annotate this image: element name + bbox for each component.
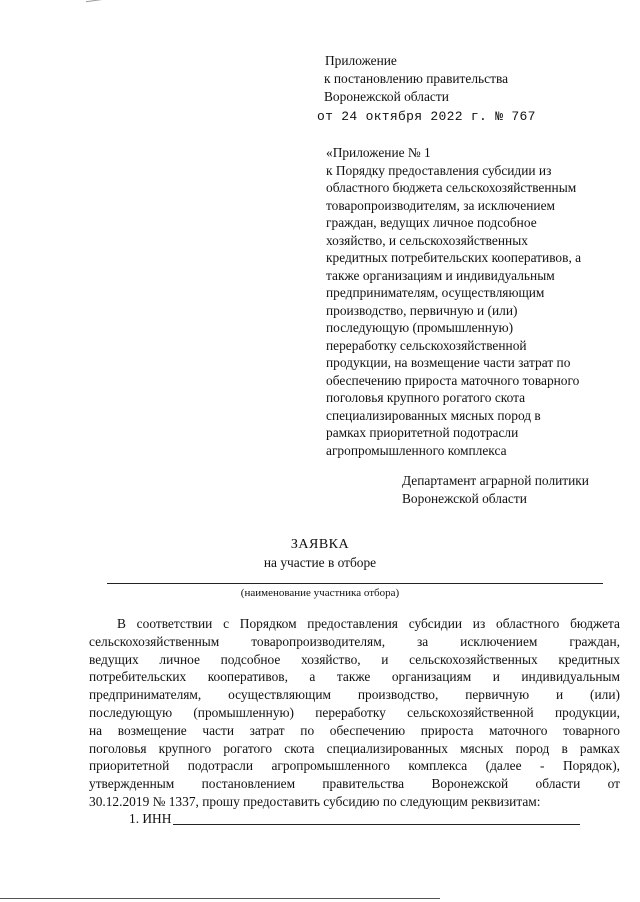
body-line: на возмещение части затрат по обеспечению прироста маточного товарного xyxy=(89,722,620,738)
order-appendix-line: к Порядку предоставления субсидии из xyxy=(326,162,552,178)
order-appendix-line: производство, первичную и (или) xyxy=(326,302,518,318)
order-appendix-line: также организациям и индивидуальным xyxy=(326,267,555,283)
appendix-resolution-line: к постановлению правительства xyxy=(324,71,509,86)
order-appendix-line: рамках приоритетной подотрасли xyxy=(326,425,519,440)
order-appendix-line: переработку сельскохозяйственной xyxy=(326,337,527,353)
application-title: ЗАЯВКА xyxy=(290,537,350,552)
order-appendix-line: «Приложение № 1 xyxy=(326,145,431,160)
order-appendix-line: продукции, на возмещение части затрат по xyxy=(326,355,571,370)
body-line: предпринимателям, осуществляющим производство, первичную и (или) xyxy=(89,687,620,703)
order-appendix-line: хозяйство, и сельскохозяйственных xyxy=(326,232,528,248)
order-appendix-line: граждан, ведущих личное подсобное xyxy=(326,215,537,230)
body-line: сельскохозяйственным товаропроизводителям, за исключением граждан, xyxy=(89,633,620,649)
scan-artifact-mark xyxy=(86,0,104,4)
order-appendix-line: предпринимателям, осуществляющим xyxy=(326,285,545,300)
body-line: В соответствии с Порядком предоставления субсидии из областного бюджета xyxy=(117,616,620,631)
application-subtitle: на участие в отборе xyxy=(263,555,377,570)
body-line: поголовья крупного рогатого скота специализированных мясных пород в рамках xyxy=(89,740,620,756)
order-appendix-line: поголовья крупного рогатого скота xyxy=(326,390,526,405)
body-line: 30.12.2019 № 1337, прошу предоставить субсидию по следующим реквизитам: xyxy=(89,794,541,809)
order-appendix-line: агропромышленного комплекса xyxy=(326,442,507,458)
order-appendix-line: областного бюджета сельскохозяйственным xyxy=(326,180,577,195)
order-appendix-line: последующую (промышленную) xyxy=(326,320,514,335)
order-appendix-line: товаропроизводителям, за исключением xyxy=(326,197,555,213)
order-appendix-line: кредитных потребительских кооперативов, а xyxy=(326,250,582,265)
body-line: ведущих личное подсобное хозяйство, и сельскохозяйственных кредитных xyxy=(89,651,620,667)
body-line: приоритетной подотрасли агропромышленного комплекса (далее - Порядок), xyxy=(89,758,620,774)
appendix-title: Приложение xyxy=(325,53,397,68)
footer-divider xyxy=(0,898,440,899)
inn-label: 1. ИНН xyxy=(129,811,172,826)
order-appendix-line: специализированных мясных пород в xyxy=(326,407,541,423)
order-appendix-line: обеспечению прироста маточного товарного xyxy=(326,372,580,388)
inn-input-line[interactable] xyxy=(173,824,580,825)
participant-name-caption: (наименование участника отбора) xyxy=(240,587,400,599)
body-line: последующую (промышленную) переработку сельскохозяйственной продукции, xyxy=(89,705,620,720)
addressee-region: Воронежской области xyxy=(402,490,527,506)
appendix-region-line: Воронежской области xyxy=(324,89,449,104)
appendix-date-number: от 24 октября 2022 г. № 767 xyxy=(317,109,536,124)
body-line: потребительских кооперативов, а также организациям и индивидуальным xyxy=(89,669,620,685)
addressee-department: Департамент аграрной политики xyxy=(402,473,589,488)
body-line: утвержденным постановлением правительства Воронежской области от xyxy=(89,776,620,792)
participant-name-field[interactable] xyxy=(107,583,603,584)
